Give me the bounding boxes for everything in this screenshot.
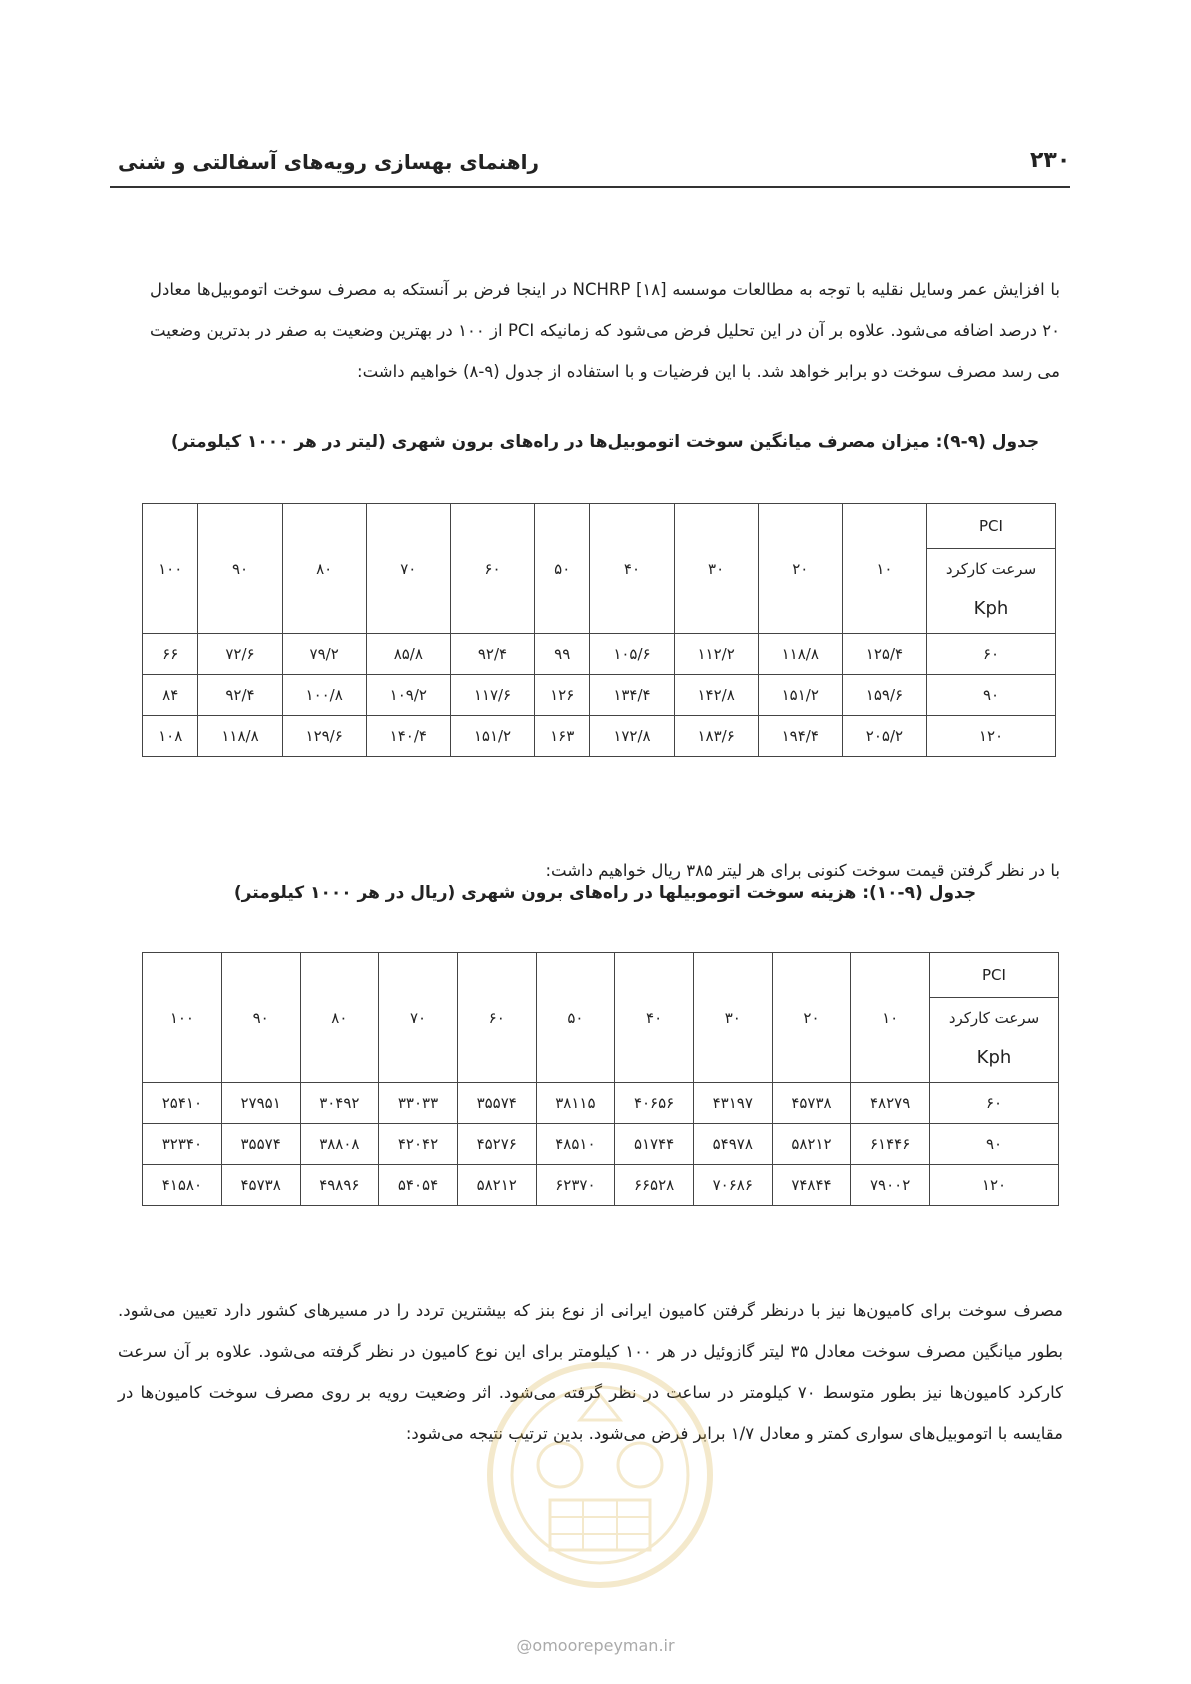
pci-header-cell: ۹۰: [198, 504, 282, 634]
fuel-cost-table: [142, 952, 1059, 1206]
table-row: [143, 1083, 1059, 1124]
value-cell: ۹۹: [535, 634, 590, 675]
corner-speed-label: سرعت کارکرد: [945, 560, 1037, 578]
value-cell: ۷۲/۶: [198, 634, 282, 675]
value-cell: ۸۵/۸: [366, 634, 450, 675]
speed-cell: ۶۰: [930, 1083, 1059, 1124]
value-cell: ۱۸۳/۶: [674, 716, 758, 757]
pci-header-cell: ۱۰: [851, 953, 930, 1083]
value-cell: ۲۵۴۱۰: [143, 1083, 222, 1124]
pci-header-cell: ۵۰: [535, 504, 590, 634]
value-cell: ۳۲۳۴۰: [143, 1124, 222, 1165]
pci-header-cell: ۶۰: [457, 953, 536, 1083]
value-cell: ۴۰۶۵۶: [615, 1083, 694, 1124]
value-cell: ۱۴۰/۴: [366, 716, 450, 757]
pci-header-cell: ۵۰: [536, 953, 615, 1083]
pci-header-cell: ۲۰: [772, 953, 851, 1083]
table-row: [143, 634, 1056, 675]
value-cell: ۲۰۵/۲: [842, 716, 926, 757]
value-cell: ۱۱۲/۲: [674, 634, 758, 675]
corner-speed-label: سرعت کارکرد: [948, 1009, 1040, 1027]
value-cell: ۷۰۶۸۶: [693, 1165, 772, 1206]
value-cell: ۴۵۲۷۶: [457, 1124, 536, 1165]
pci-header-cell: ۳۰: [693, 953, 772, 1083]
pci-header-cell: ۴۰: [590, 504, 674, 634]
pci-header-cell: ۸۰: [300, 953, 379, 1083]
value-cell: ۶۶: [143, 634, 198, 675]
speed-cell: ۱۲۰: [930, 1165, 1059, 1206]
pci-header-cell: ۲۰: [758, 504, 842, 634]
table-corner-cell: [930, 953, 1059, 1083]
value-cell: ۱۱۸/۸: [198, 716, 282, 757]
pci-header-cell: ۴۰: [615, 953, 694, 1083]
value-cell: ۱۴۲/۸: [674, 675, 758, 716]
value-cell: ۱۶۳: [535, 716, 590, 757]
value-cell: ۱۰۰/۸: [282, 675, 366, 716]
pci-header-cell: ۹۰: [221, 953, 300, 1083]
value-cell: ۴۵۷۳۸: [772, 1083, 851, 1124]
table-row: [143, 675, 1056, 716]
corner-unit-label: Kph: [976, 1047, 1012, 1068]
value-cell: ۱۰۸: [143, 716, 198, 757]
value-cell: ۶۲۳۷۰: [536, 1165, 615, 1206]
value-cell: ۹۲/۴: [450, 634, 534, 675]
table-row: [143, 716, 1056, 757]
pci-header-cell: ۱۰۰: [143, 953, 222, 1083]
value-cell: ۱۱۷/۶: [450, 675, 534, 716]
table1-caption: جدول (۹-۹): میزان مصرف میانگین سوخت اتوموبیل‌ها در راه‌های برون شهری (لیتر در هر ۱۰۰۰ کیلومتر): [170, 432, 1040, 452]
value-cell: ۹۲/۴: [198, 675, 282, 716]
table-row: [143, 1124, 1059, 1165]
running-title: راهنمای بهسازی رویه‌های آسفالتی و شنی: [118, 150, 540, 174]
page-number: ۲۳۰: [1030, 148, 1071, 173]
header-rule: [110, 186, 1070, 188]
value-cell: ۴۵۷۳۸: [221, 1165, 300, 1206]
value-cell: ۶۶۵۲۸: [615, 1165, 694, 1206]
value-cell: ۴۱۵۸۰: [143, 1165, 222, 1206]
value-cell: ۲۷۹۵۱: [221, 1083, 300, 1124]
speed-cell: ۹۰: [927, 675, 1056, 716]
value-cell: ۳۵۵۷۴: [221, 1124, 300, 1165]
pci-header-cell: ۱۰۰: [143, 504, 198, 634]
watermark-seal-icon: [480, 1350, 720, 1600]
watermark-site-text: @omoorepeyman.ir: [516, 1636, 675, 1655]
paragraph-trucks: مصرف سوخت برای کامیون‌ها نیز با درنظر گرفتن کامیون ایرانی از نوع بنز که بیشترین تردد را در مسیرهای کشور دارد تعیین می‌شود. بطور میانگین مصرف سوخت معادل ۳۵ لیتر گازوئیل در هر ۱۰۰ کیلومتر برای این نوع کامیون در نظر گرفته می‌شود. علاوه بر آن سرعت کارکرد کامیون‌ها نیز بطور متوسط ۷۰ کیلومتر در ساعت در نظر گرفته می‌شود. اثر وضعیت رویه بر روی مصرف سوخت کامیون‌ها در مقایسه با اتوموبیل‌های سواری کمتر و معادل ۱/۷ برابر فرض می‌شود. بدین ترتیب نتیجه می‌شود:: [118, 1300, 1063, 1443]
pci-header-cell: ۶۰: [450, 504, 534, 634]
pci-header-cell: ۷۰: [366, 504, 450, 634]
value-cell: ۵۴۹۷۸: [693, 1124, 772, 1165]
value-cell: ۱۷۲/۸: [590, 716, 674, 757]
value-cell: ۳۵۵۷۴: [457, 1083, 536, 1124]
value-cell: ۸۴: [143, 675, 198, 716]
value-cell: ۴۸۲۷۹: [851, 1083, 930, 1124]
value-cell: ۵۱۷۴۴: [615, 1124, 694, 1165]
value-cell: ۷۹۰۰۲: [851, 1165, 930, 1206]
value-cell: ۵۸۲۱۲: [772, 1124, 851, 1165]
value-cell: ۱۱۸/۸: [758, 634, 842, 675]
table2-caption: جدول (۹-۱۰): هزینه سوخت اتوموبیلها در راه‌های برون شهری (ریال در هر ۱۰۰۰ کیلومتر): [233, 883, 977, 903]
value-cell: ۵۴۰۵۴: [379, 1165, 458, 1206]
paragraph-fuel-price: با در نظر گرفتن قیمت سوخت کنونی برای هر لیتر ۳۸۵ ریال خواهیم داشت:: [545, 860, 1060, 880]
value-cell: ۱۰۵/۶: [590, 634, 674, 675]
pci-header-cell: ۱۰: [842, 504, 926, 634]
value-cell: ۳۰۴۹۲: [300, 1083, 379, 1124]
value-cell: ۷۴۸۴۴: [772, 1165, 851, 1206]
corner-unit-label: Kph: [973, 598, 1009, 619]
value-cell: ۷۹/۲: [282, 634, 366, 675]
value-cell: ۴۳۱۹۷: [693, 1083, 772, 1124]
value-cell: ۱۲۶: [535, 675, 590, 716]
pci-header-cell: ۸۰: [282, 504, 366, 634]
corner-pci-label: PCI: [927, 504, 1055, 549]
table-header-row: [143, 504, 1056, 634]
value-cell: ۵۸۲۱۲: [457, 1165, 536, 1206]
value-cell: ۴۹۸۹۶: [300, 1165, 379, 1206]
value-cell: ۱۰۹/۲: [366, 675, 450, 716]
value-cell: ۱۳۴/۴: [590, 675, 674, 716]
pci-header-cell: ۷۰: [379, 953, 458, 1083]
value-cell: ۳۳۰۳۳: [379, 1083, 458, 1124]
speed-cell: ۱۲۰: [927, 716, 1056, 757]
value-cell: ۶۱۴۴۶: [851, 1124, 930, 1165]
speed-cell: ۶۰: [927, 634, 1056, 675]
value-cell: ۳۸۸۰۸: [300, 1124, 379, 1165]
value-cell: ۱۵۱/۲: [758, 675, 842, 716]
pci-header-cell: ۳۰: [674, 504, 758, 634]
paragraph-intro: با افزایش عمر وسایل نقلیه با توجه به مطالعات موسسه NCHRP [۱۸] در اینجا فرض بر آنستکه به مصرف سوخت اتوموبیل‌ها معادل ۲۰ درصد اضافه می‌شود. علاوه بر آن در این تحلیل فرض می‌شود که زمانیکه PCI از ۱۰۰ در بهترین وضعیت به صفر در بدترین وضعیت می رسد مصرف سوخت دو برابر خواهد شد. با این فرضیات و با استفاده از جدول (۹-۸) خواهیم داشت:: [150, 279, 1061, 381]
table-corner-cell: [927, 504, 1056, 634]
value-cell: ۱۵۹/۶: [842, 675, 926, 716]
value-cell: ۴۸۵۱۰: [536, 1124, 615, 1165]
value-cell: ۳۸۱۱۵: [536, 1083, 615, 1124]
corner-pci-label: PCI: [930, 953, 1058, 998]
value-cell: ۱۲۹/۶: [282, 716, 366, 757]
table-row: [143, 1165, 1059, 1206]
value-cell: ۱۵۱/۲: [450, 716, 534, 757]
value-cell: ۴۲۰۴۲: [379, 1124, 458, 1165]
speed-cell: ۹۰: [930, 1124, 1059, 1165]
fuel-consumption-table: [142, 503, 1056, 757]
value-cell: ۱۲۵/۴: [842, 634, 926, 675]
table-header-row: [143, 953, 1059, 1083]
value-cell: ۱۹۴/۴: [758, 716, 842, 757]
